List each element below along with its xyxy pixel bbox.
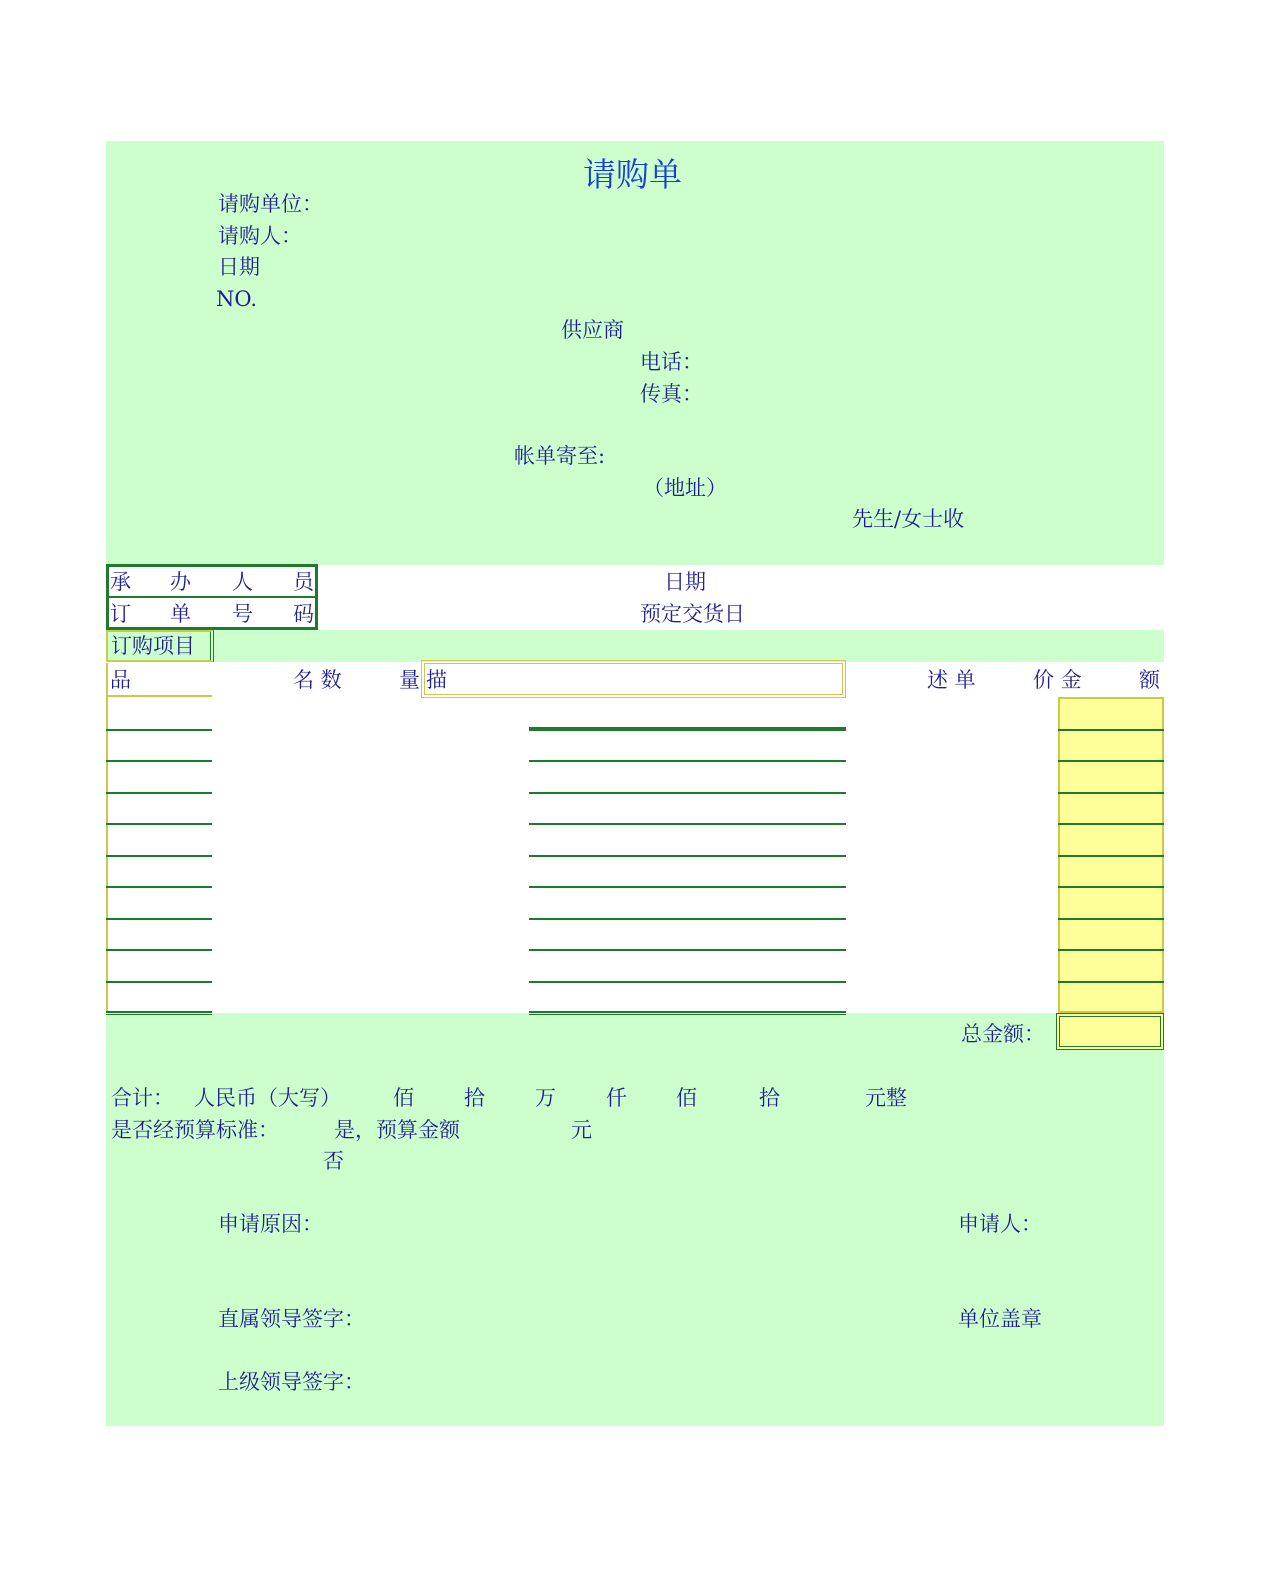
row-line (1058, 886, 1164, 888)
desc-column-bottom (529, 1011, 846, 1015)
row-line (106, 855, 212, 857)
pin-column-bottom (106, 1011, 212, 1015)
direct-leader-label: 直属领导签字： (218, 1307, 365, 1331)
unit-shi-1: 拾 (464, 1086, 485, 1110)
applicant-label: 申请人： (958, 1212, 1042, 1236)
total-amount-label: 总金额： (961, 1022, 1045, 1046)
handler-divider (106, 596, 318, 598)
unit-bai-1: 佰 (393, 1086, 414, 1110)
unit-qian: 仟 (606, 1086, 627, 1110)
order-number-char-2: 单 (170, 602, 191, 626)
date-label: 日期 (218, 255, 260, 279)
handler-date-label: 日期 (664, 570, 706, 594)
total-amount-box (1056, 1013, 1164, 1050)
fax-label: 传真： (640, 382, 703, 406)
row-line (106, 981, 212, 983)
row-line (106, 729, 212, 731)
unit-wan: 万 (535, 1086, 556, 1110)
order-number-char-1: 订 (110, 602, 131, 626)
row-line (1058, 792, 1164, 794)
budget-yuan: 元 (571, 1118, 592, 1142)
col-jia-jin: 价 金 (1033, 668, 1082, 692)
row-line (529, 792, 846, 794)
phone-label: 电话： (640, 350, 703, 374)
row-line (1058, 981, 1164, 983)
requester-label: 请购人： (218, 224, 302, 248)
row-line (1058, 760, 1164, 762)
row-line (529, 729, 846, 731)
address-label: （地址） (643, 476, 727, 500)
col-miao: 描 (426, 668, 447, 692)
row-line (1058, 823, 1164, 825)
supplier-label: 供应商 (561, 318, 624, 342)
col-e: 额 (1139, 668, 1160, 692)
budget-yes: 是，预算金额 (334, 1118, 460, 1142)
rmb-label: 人民币（大写） (194, 1086, 341, 1110)
items-section-label: 订购项目 (111, 634, 195, 658)
col-pin: 品 (110, 668, 131, 692)
col-liang: 量 (399, 668, 420, 692)
order-number-char-3: 号 (232, 602, 253, 626)
handler-char-4: 员 (293, 570, 314, 594)
yuan-zheng: 元整 (865, 1086, 907, 1110)
row-line (1058, 729, 1164, 731)
row-line (106, 949, 212, 951)
budget-question: 是否经预算标准： (111, 1118, 279, 1142)
items-label-band (106, 630, 1164, 662)
desc-header-box (421, 660, 846, 698)
row-line (529, 981, 846, 983)
row-line (106, 823, 212, 825)
row-line (1058, 918, 1164, 920)
row-line (529, 886, 846, 888)
row-line (529, 760, 846, 762)
row-line (529, 855, 846, 857)
sum-label: 合计： (111, 1086, 174, 1110)
handler-char-3: 人 (232, 570, 253, 594)
row-line (529, 823, 846, 825)
row-line (529, 949, 846, 951)
col-shu-dan: 述 单 (927, 668, 976, 692)
order-number-char-4: 码 (293, 602, 314, 626)
handler-char-2: 办 (170, 570, 191, 594)
row-line (1058, 949, 1164, 951)
number-label: NO. (216, 287, 258, 311)
unit-bai-2: 佰 (676, 1086, 697, 1110)
row-line (106, 886, 212, 888)
handler-char-1: 承 (110, 570, 131, 594)
bill-to-label: 帐单寄至: (514, 444, 606, 468)
col-ming-shu: 名 数 (293, 668, 342, 692)
recipient-label: 先生/女士收 (852, 507, 965, 531)
row-line (106, 792, 212, 794)
superior-leader-label: 上级领导签字： (218, 1370, 365, 1394)
requesting-unit-label: 请购单位： (218, 192, 323, 216)
row-line (1058, 855, 1164, 857)
row-line (529, 918, 846, 920)
unit-shi-2: 拾 (759, 1086, 780, 1110)
row-line (529, 727, 846, 729)
budget-no: 否 (323, 1149, 344, 1173)
unit-seal-label: 单位盖章 (958, 1307, 1042, 1331)
form-title: 请购单 (583, 155, 682, 194)
delivery-date-label: 预定交货日 (640, 602, 745, 626)
reason-label: 申请原因： (218, 1212, 323, 1236)
row-line (106, 918, 212, 920)
row-line (106, 760, 212, 762)
